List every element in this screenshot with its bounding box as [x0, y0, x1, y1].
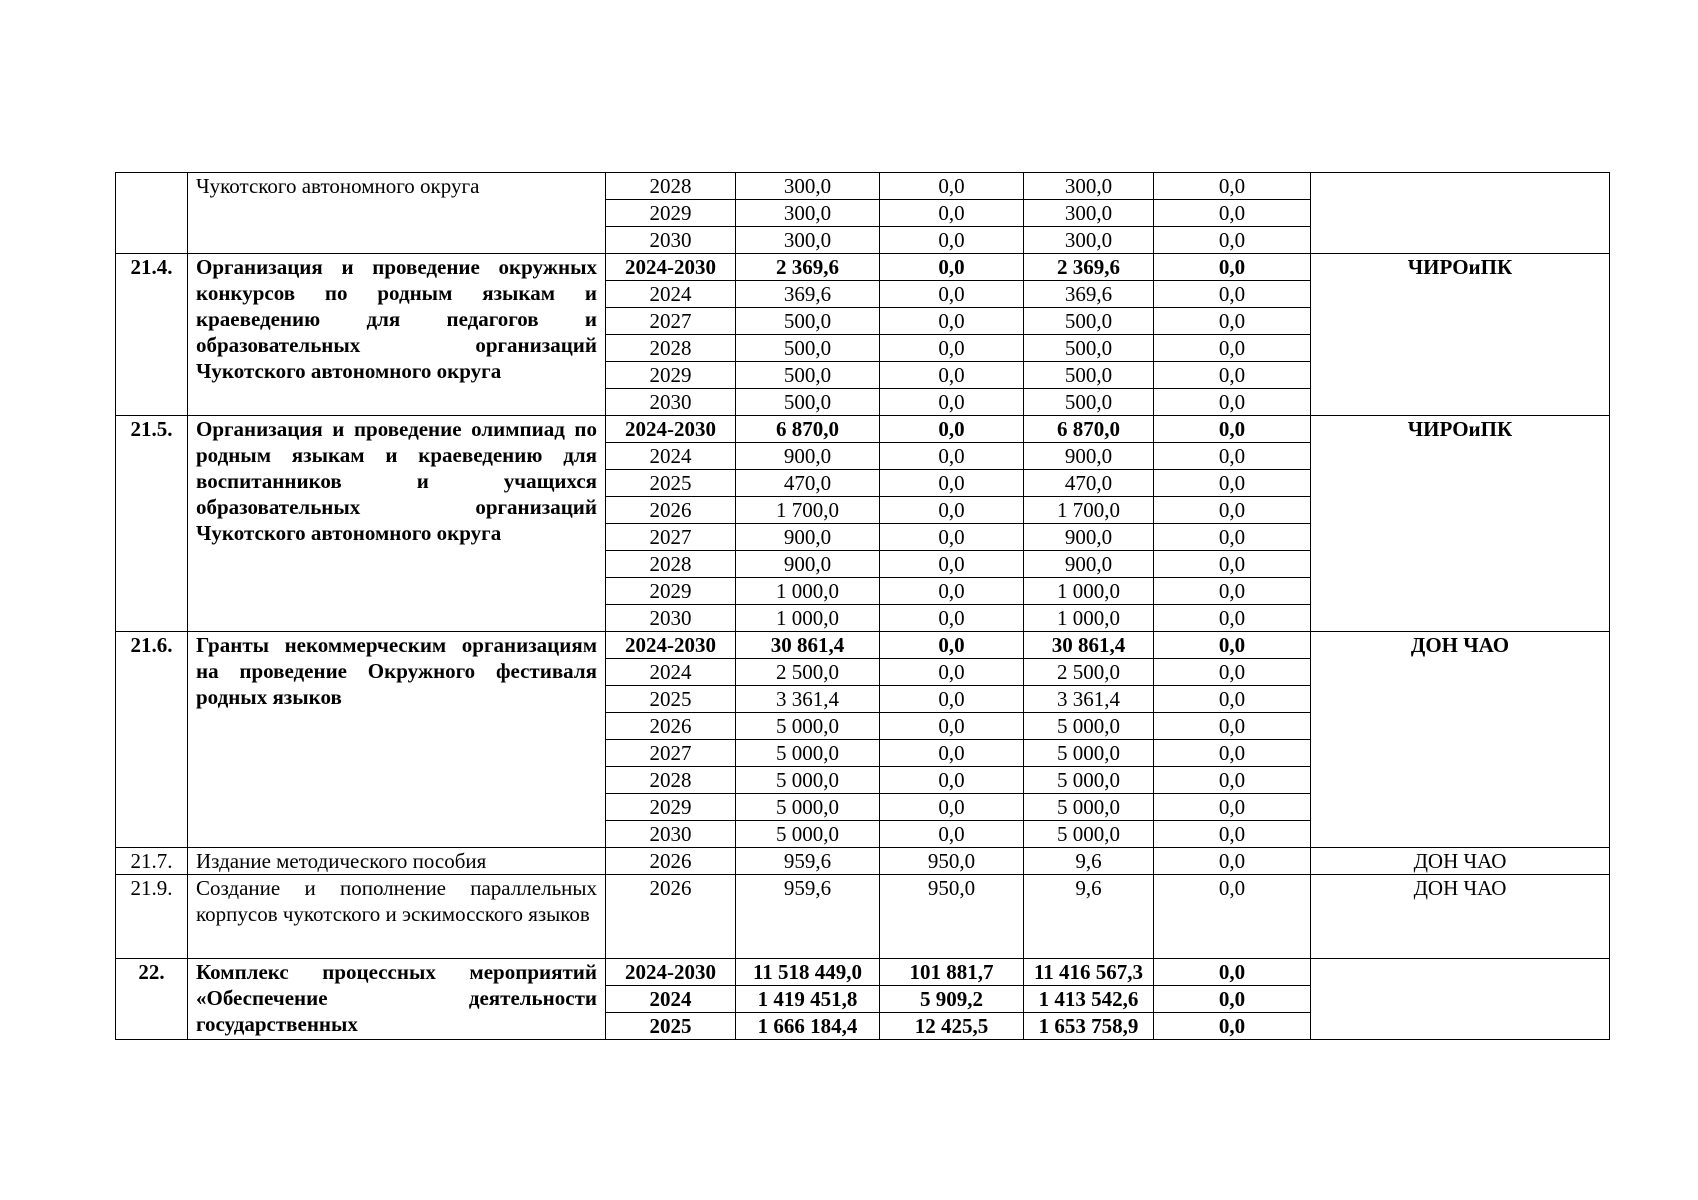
total-cell: 500,0	[736, 362, 880, 389]
value-cell: 1 700,0	[1024, 497, 1154, 524]
executor-cell: ДОН ЧАО	[1311, 875, 1610, 959]
year-cell: 2026	[606, 497, 736, 524]
year-cell: 2029	[606, 578, 736, 605]
item-description: Гранты некоммерческим организациям на проведение Окружного фестиваля родных языков	[188, 632, 606, 848]
value-cell: 0,0	[1154, 986, 1311, 1013]
value-cell: 11 416 567,3	[1024, 959, 1154, 986]
value-cell: 300,0	[1024, 227, 1154, 254]
total-cell: 3 361,4	[736, 686, 880, 713]
value-cell: 300,0	[1024, 173, 1154, 200]
total-cell: 11 518 449,0	[736, 959, 880, 986]
value-cell: 0,0	[1154, 470, 1311, 497]
total-cell: 5 000,0	[736, 767, 880, 794]
value-cell: 9,6	[1024, 875, 1154, 959]
value-cell: 950,0	[880, 875, 1024, 959]
value-cell: 5 909,2	[880, 986, 1024, 1013]
year-cell: 2027	[606, 308, 736, 335]
value-cell: 500,0	[1024, 335, 1154, 362]
item-description: Организация и проведение окружных конкурсов по родным языкам и краеведению для педагогов и образовательных организаций Чукотского автономного округа	[188, 254, 606, 416]
value-cell: 101 881,7	[880, 959, 1024, 986]
value-cell: 0,0	[1154, 1013, 1311, 1040]
value-cell: 5 000,0	[1024, 740, 1154, 767]
value-cell: 0,0	[880, 443, 1024, 470]
value-cell: 0,0	[1154, 659, 1311, 686]
executor-cell: ДОН ЧАО	[1311, 848, 1610, 875]
year-cell: 2028	[606, 173, 736, 200]
total-cell: 500,0	[736, 389, 880, 416]
total-cell: 5 000,0	[736, 821, 880, 848]
item-number: 21.9.	[116, 875, 188, 959]
value-cell: 0,0	[880, 605, 1024, 632]
value-cell: 0,0	[880, 389, 1024, 416]
value-cell: 0,0	[1154, 416, 1311, 443]
value-cell: 500,0	[1024, 308, 1154, 335]
item-number: 21.6.	[116, 632, 188, 848]
value-cell: 900,0	[1024, 524, 1154, 551]
year-cell: 2025	[606, 1013, 736, 1040]
total-cell: 500,0	[736, 308, 880, 335]
year-cell: 2026	[606, 875, 736, 959]
value-cell: 0,0	[1154, 389, 1311, 416]
total-cell: 1 000,0	[736, 605, 880, 632]
budget-table	[115, 172, 1610, 1040]
item-number: 21.5.	[116, 416, 188, 632]
table-row	[116, 416, 1610, 443]
value-cell: 0,0	[880, 308, 1024, 335]
value-cell: 3 361,4	[1024, 686, 1154, 713]
year-cell: 2027	[606, 524, 736, 551]
executor-cell: ДОН ЧАО	[1311, 632, 1610, 848]
value-cell: 9,6	[1024, 848, 1154, 875]
value-cell: 5 000,0	[1024, 713, 1154, 740]
table-row	[116, 632, 1610, 659]
year-cell: 2025	[606, 470, 736, 497]
value-cell: 0,0	[880, 173, 1024, 200]
value-cell: 0,0	[880, 632, 1024, 659]
total-cell: 959,6	[736, 848, 880, 875]
total-cell: 2 500,0	[736, 659, 880, 686]
item-number	[116, 173, 188, 254]
value-cell: 500,0	[1024, 389, 1154, 416]
value-cell: 0,0	[880, 335, 1024, 362]
value-cell: 0,0	[1154, 875, 1311, 959]
year-cell: 2024	[606, 443, 736, 470]
year-cell: 2024	[606, 986, 736, 1013]
table-body	[116, 173, 1610, 1040]
total-cell: 30 861,4	[736, 632, 880, 659]
value-cell: 0,0	[880, 416, 1024, 443]
total-cell: 1 700,0	[736, 497, 880, 524]
value-cell: 0,0	[1154, 335, 1311, 362]
total-cell: 1 419 451,8	[736, 986, 880, 1013]
total-cell: 2 369,6	[736, 254, 880, 281]
total-cell: 470,0	[736, 470, 880, 497]
value-cell: 5 000,0	[1024, 821, 1154, 848]
total-cell: 500,0	[736, 335, 880, 362]
year-cell: 2030	[606, 821, 736, 848]
year-cell: 2024-2030	[606, 632, 736, 659]
year-cell: 2026	[606, 848, 736, 875]
value-cell: 0,0	[1154, 443, 1311, 470]
item-description: Организация и проведение олимпиад по родным языкам и краеведению для воспитанников и учащихся образовательных организаций Чукотского автономного округа	[188, 416, 606, 632]
value-cell: 1 413 542,6	[1024, 986, 1154, 1013]
year-cell: 2028	[606, 551, 736, 578]
value-cell: 0,0	[880, 362, 1024, 389]
executor-cell: ЧИРОиПК	[1311, 416, 1610, 632]
value-cell: 0,0	[1154, 821, 1311, 848]
value-cell: 0,0	[1154, 281, 1311, 308]
value-cell: 0,0	[1154, 254, 1311, 281]
value-cell: 0,0	[880, 227, 1024, 254]
year-cell: 2028	[606, 767, 736, 794]
value-cell: 0,0	[880, 740, 1024, 767]
total-cell: 900,0	[736, 524, 880, 551]
value-cell: 0,0	[1154, 632, 1311, 659]
year-cell: 2028	[606, 335, 736, 362]
item-number: 22.	[116, 959, 188, 1040]
value-cell: 950,0	[880, 848, 1024, 875]
year-cell: 2024	[606, 659, 736, 686]
value-cell: 0,0	[1154, 740, 1311, 767]
value-cell: 0,0	[880, 254, 1024, 281]
value-cell: 0,0	[880, 713, 1024, 740]
value-cell: 1 653 758,9	[1024, 1013, 1154, 1040]
item-description: Создание и пополнение параллельных корпусов чукотского и эскимосского языков	[188, 875, 606, 959]
value-cell: 0,0	[1154, 200, 1311, 227]
value-cell: 0,0	[880, 281, 1024, 308]
year-cell: 2029	[606, 362, 736, 389]
year-cell: 2030	[606, 227, 736, 254]
value-cell: 0,0	[1154, 848, 1311, 875]
total-cell: 300,0	[736, 173, 880, 200]
total-cell: 300,0	[736, 200, 880, 227]
item-number: 21.7.	[116, 848, 188, 875]
value-cell: 0,0	[1154, 551, 1311, 578]
executor-cell	[1311, 173, 1610, 254]
total-cell: 959,6	[736, 875, 880, 959]
table-row	[116, 959, 1610, 986]
total-cell: 5 000,0	[736, 740, 880, 767]
value-cell: 0,0	[1154, 308, 1311, 335]
value-cell: 0,0	[1154, 794, 1311, 821]
year-cell: 2027	[606, 740, 736, 767]
executor-cell: ЧИРОиПК	[1311, 254, 1610, 416]
value-cell: 30 861,4	[1024, 632, 1154, 659]
item-description: Комплекс процессных мероприятий «Обеспечение деятельности государственных	[188, 959, 606, 1040]
value-cell: 0,0	[1154, 605, 1311, 632]
value-cell: 1 000,0	[1024, 578, 1154, 605]
year-cell: 2025	[606, 686, 736, 713]
value-cell: 0,0	[880, 524, 1024, 551]
total-cell: 369,6	[736, 281, 880, 308]
year-cell: 2024	[606, 281, 736, 308]
item-number: 21.4.	[116, 254, 188, 416]
value-cell: 12 425,5	[880, 1013, 1024, 1040]
value-cell: 470,0	[1024, 470, 1154, 497]
item-description: Издание методического пособия	[188, 848, 606, 875]
value-cell: 6 870,0	[1024, 416, 1154, 443]
value-cell: 0,0	[1154, 767, 1311, 794]
year-cell: 2030	[606, 389, 736, 416]
year-cell: 2026	[606, 713, 736, 740]
value-cell: 900,0	[1024, 551, 1154, 578]
year-cell: 2030	[606, 605, 736, 632]
value-cell: 0,0	[1154, 173, 1311, 200]
value-cell: 0,0	[1154, 578, 1311, 605]
value-cell: 2 369,6	[1024, 254, 1154, 281]
value-cell: 2 500,0	[1024, 659, 1154, 686]
value-cell: 0,0	[1154, 227, 1311, 254]
value-cell: 0,0	[880, 821, 1024, 848]
value-cell: 0,0	[880, 659, 1024, 686]
value-cell: 0,0	[1154, 497, 1311, 524]
value-cell: 0,0	[880, 551, 1024, 578]
executor-cell	[1311, 959, 1610, 1040]
table-row	[116, 254, 1610, 281]
value-cell: 0,0	[880, 470, 1024, 497]
value-cell: 300,0	[1024, 200, 1154, 227]
year-cell: 2024-2030	[606, 416, 736, 443]
total-cell: 900,0	[736, 443, 880, 470]
year-cell: 2024-2030	[606, 959, 736, 986]
value-cell: 0,0	[880, 794, 1024, 821]
total-cell: 5 000,0	[736, 794, 880, 821]
table-row	[116, 848, 1610, 875]
item-description: Чукотского автономного округа	[188, 173, 606, 254]
value-cell: 369,6	[1024, 281, 1154, 308]
table-row	[116, 875, 1610, 959]
value-cell: 0,0	[1154, 959, 1311, 986]
year-cell: 2029	[606, 794, 736, 821]
total-cell: 6 870,0	[736, 416, 880, 443]
value-cell: 0,0	[880, 767, 1024, 794]
total-cell: 900,0	[736, 551, 880, 578]
value-cell: 5 000,0	[1024, 767, 1154, 794]
value-cell: 0,0	[1154, 713, 1311, 740]
value-cell: 0,0	[880, 686, 1024, 713]
total-cell: 1 666 184,4	[736, 1013, 880, 1040]
table-row	[116, 173, 1610, 200]
value-cell: 0,0	[880, 497, 1024, 524]
total-cell: 5 000,0	[736, 713, 880, 740]
value-cell: 0,0	[1154, 524, 1311, 551]
value-cell: 900,0	[1024, 443, 1154, 470]
value-cell: 0,0	[1154, 362, 1311, 389]
year-cell: 2029	[606, 200, 736, 227]
value-cell: 1 000,0	[1024, 605, 1154, 632]
value-cell: 0,0	[880, 200, 1024, 227]
value-cell: 0,0	[1154, 686, 1311, 713]
value-cell: 5 000,0	[1024, 794, 1154, 821]
value-cell: 500,0	[1024, 362, 1154, 389]
total-cell: 300,0	[736, 227, 880, 254]
total-cell: 1 000,0	[736, 578, 880, 605]
year-cell: 2024-2030	[606, 254, 736, 281]
value-cell: 0,0	[880, 578, 1024, 605]
